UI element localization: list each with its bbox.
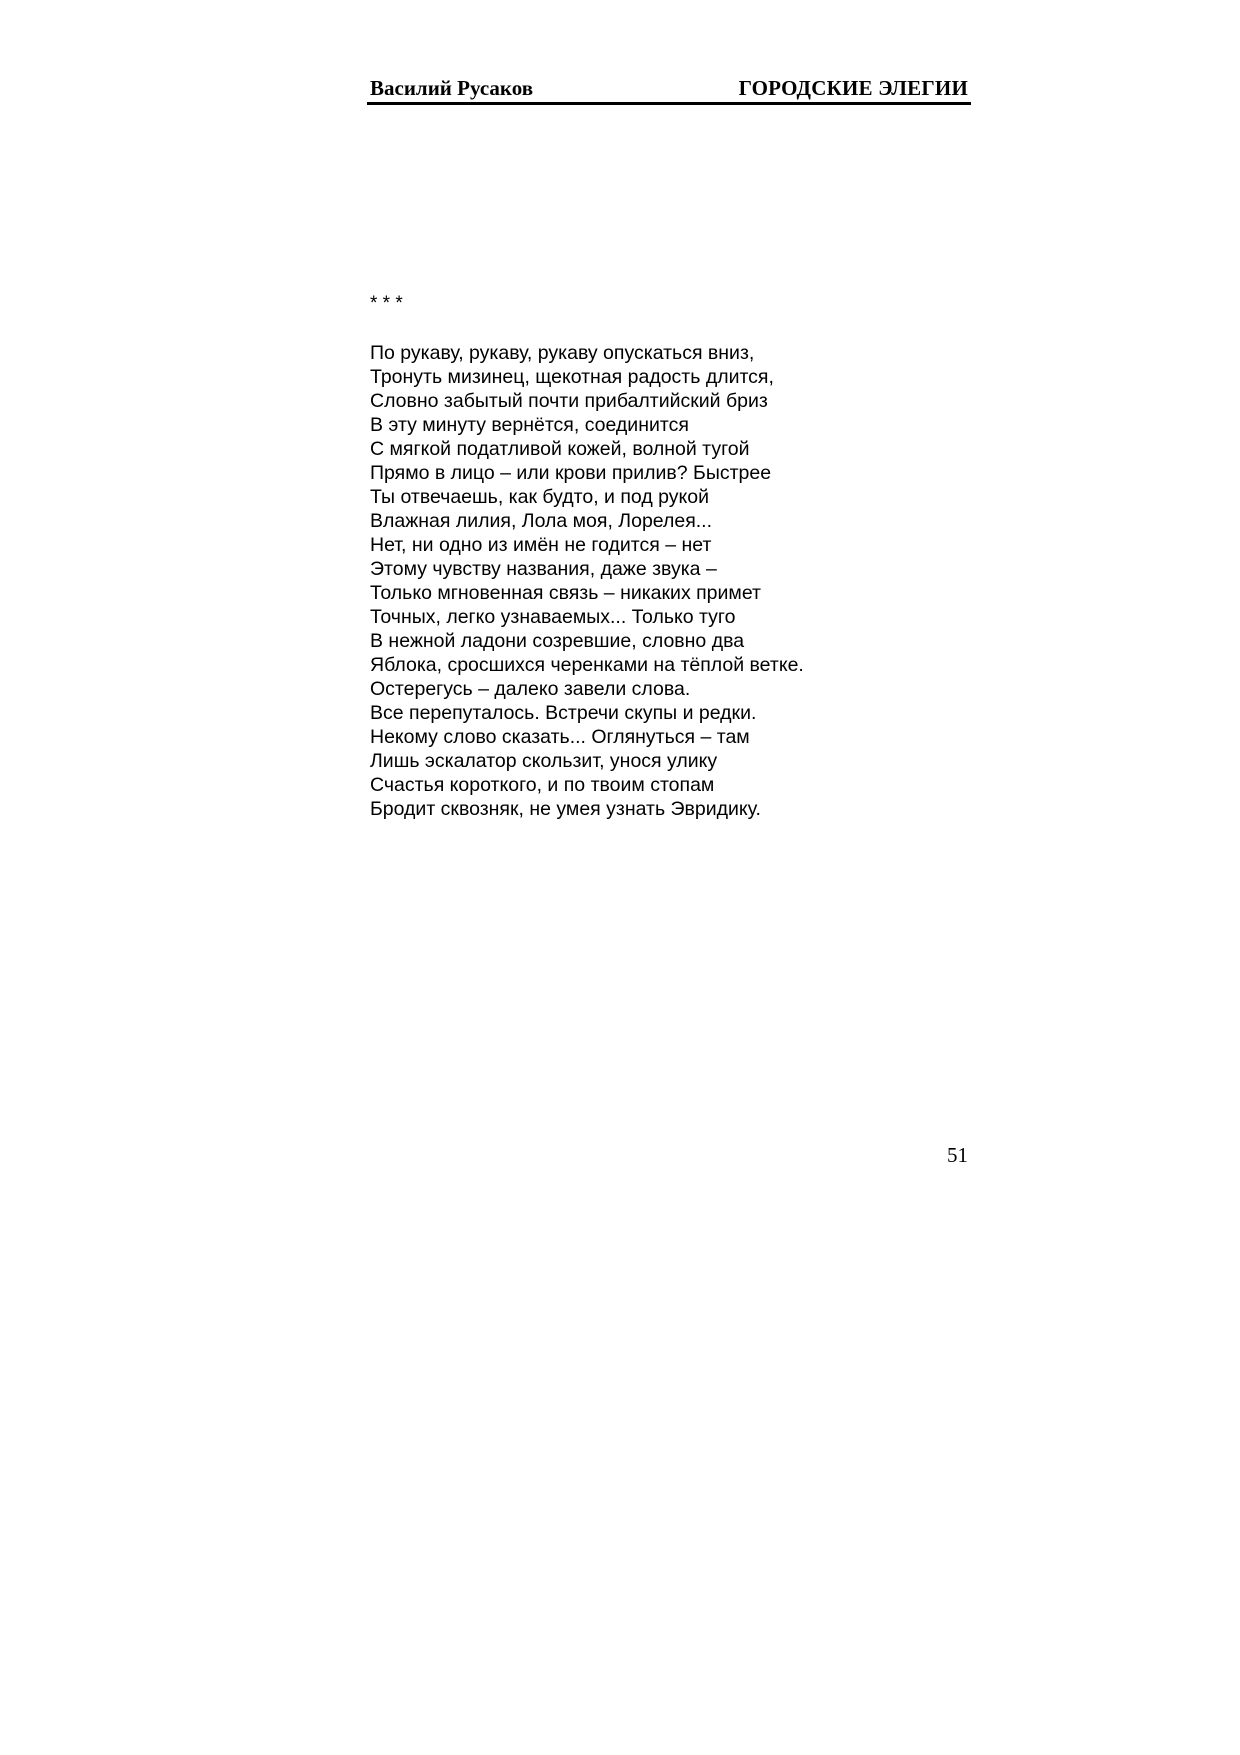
poem-line: Прямо в лицо – или крови прилив? Быстрее [370,462,772,484]
poem-line: В эту минуту вернётся, соединится [370,414,689,436]
poem-line: Нет, ни одно из имён не годится – нет [370,534,712,556]
poem-line: Словно забытый почти прибалтийский бриз [370,390,768,412]
poem-line: Остерегусь – далеко завели слова. [370,678,691,700]
poem-line: По рукаву, рукаву, рукаву опускаться вниз, [370,342,755,364]
poem-line: Только мгновенная связь – никаких примет [370,582,761,604]
poem-line: Яблока, сросшихся черенками на тёплой ветке. [370,654,804,676]
poem-line: Некому слово сказать... Оглянуться – там [370,726,750,748]
poem-text [370,341,970,821]
poem-line: С мягкой податливой кожей, волной тугой [370,438,750,460]
poem-line: Тронуть мизинец, щекотная радость длится, [370,366,774,388]
poem-line: В нежной ладони созревшие, словно два [370,630,745,652]
poem-line: Влажная лилия, Лола моя, Лорелея... [370,510,713,532]
header-book-title: ГОРОДСКИЕ ЭЛЕГИИ [738,76,968,100]
poem-line: Бродит сквозняк, не умея узнать Эвридику. [370,798,761,820]
header-author: Василий Русаков [370,76,534,100]
page-number: 51 [947,1143,968,1167]
poem-line: Точных, легко узнаваемых... Только туго [370,606,736,628]
poem-line: Лишь эскалатор скользит, унося улику [370,750,718,772]
poem-line: Ты отвечаешь, как будто, и под рукой [370,486,709,508]
poem-line: Счастья короткого, и по твоим стопам [370,774,715,796]
poem-line: Этому чувству названия, даже звука – [370,558,717,580]
poem-line: Все перепуталось. Встречи скупы и редки. [370,702,757,724]
poem-separator: * * * [370,293,403,314]
running-header [367,74,971,105]
